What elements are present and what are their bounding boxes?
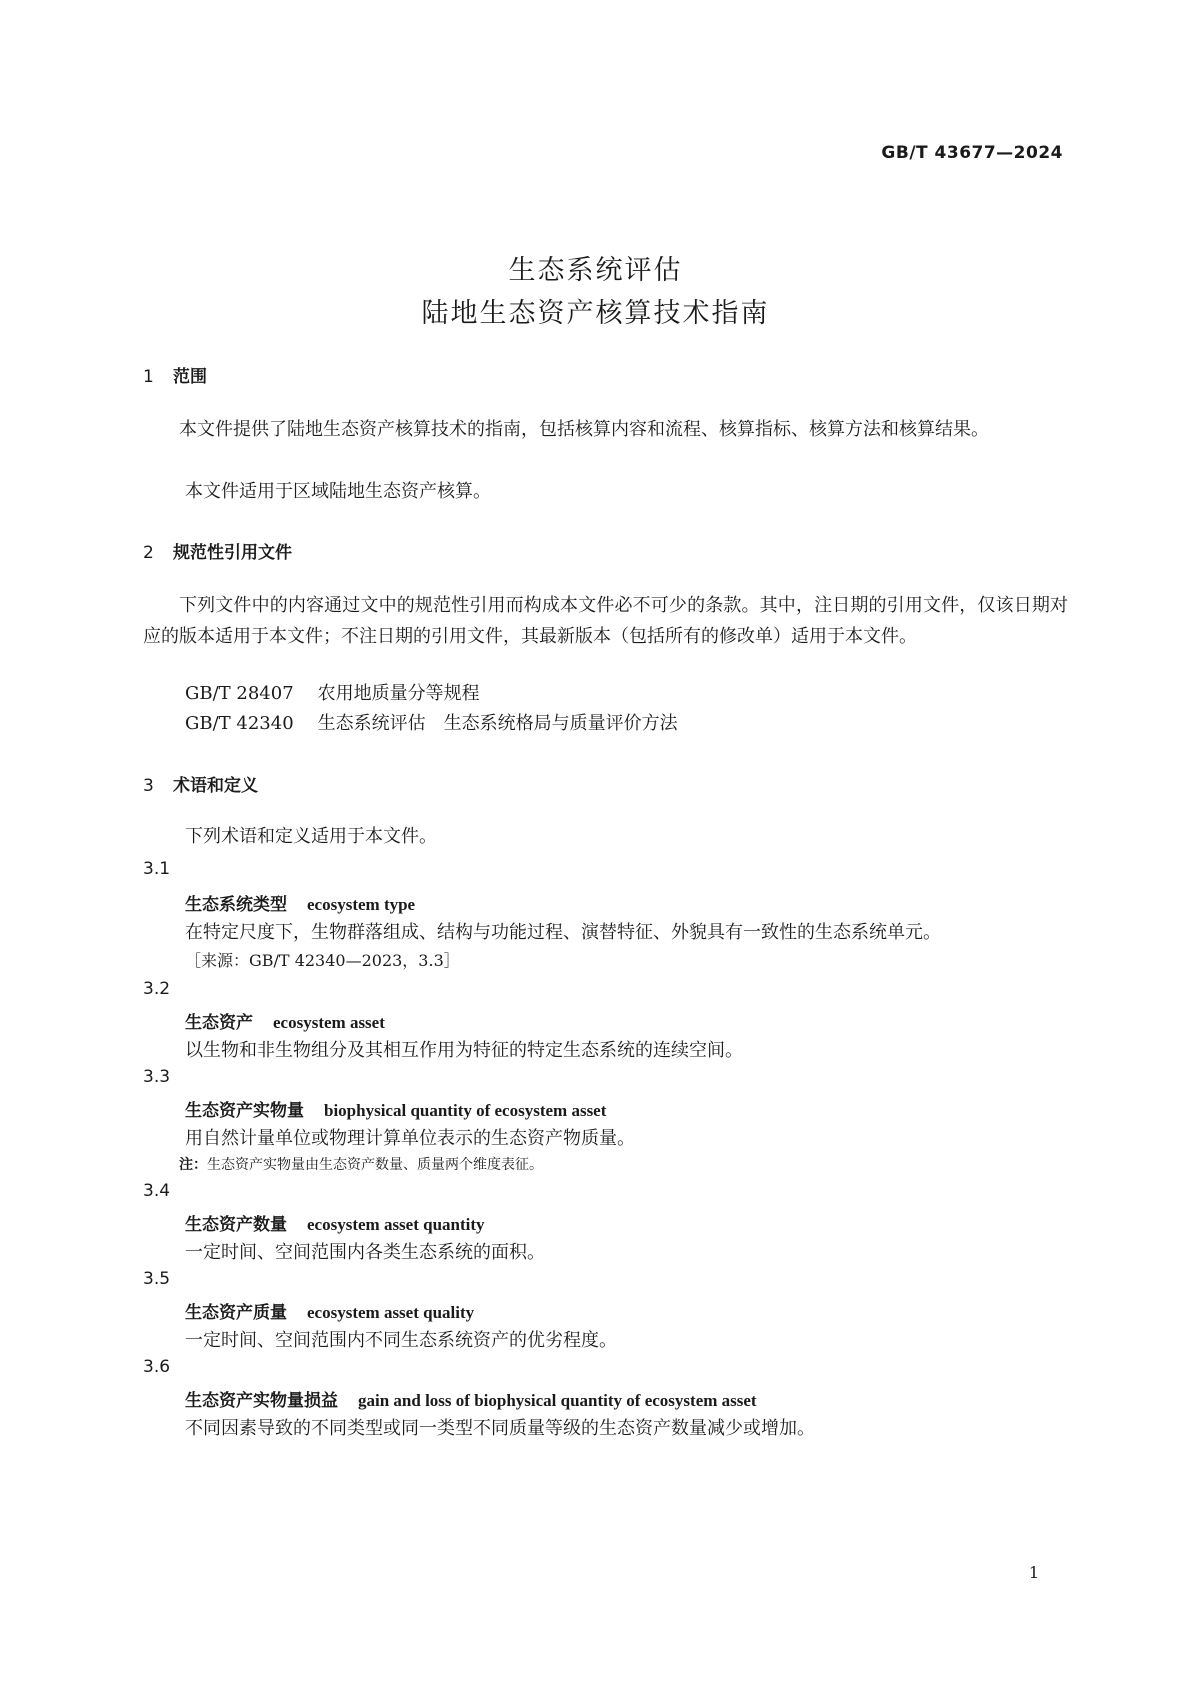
term-number: 3.2 xyxy=(143,979,171,999)
term-number: 3.3 xyxy=(143,1067,171,1087)
note-text: 生态资产实物量由生态资产数量、质量两个维度表征。 xyxy=(207,1157,543,1173)
section-1-paragraph-1: 本文件提供了陆地生态资产核算技术的指南，包括核算内容和流程、核算指标、核算方法和核算结果。 xyxy=(179,419,989,440)
section-number: 1 xyxy=(143,367,154,387)
reference-title: 生态系统评估 生态系统格局与质量评价方法 xyxy=(317,713,678,734)
reference-item xyxy=(185,708,678,739)
term-number: 3.5 xyxy=(143,1269,171,1289)
section-number: 3 xyxy=(143,776,154,796)
term-en: biophysical quantity of ecosystem asset xyxy=(324,1101,607,1120)
term-definition: 用自然计量单位或物理计算单位表示的生态资产物质量。 xyxy=(185,1128,635,1149)
term-title xyxy=(185,890,415,915)
reference-code: GB/T 28407 xyxy=(185,683,294,704)
document-title-line-2: 陆地生态资产核算技术指南 xyxy=(421,298,770,329)
term-en: gain and loss of biophysical quantity of ecosystem asset xyxy=(358,1391,757,1410)
reference-item xyxy=(185,678,480,709)
term-zh: 生态系统类型 xyxy=(185,895,287,915)
term-definition: 在特定尺度下，生物群落组成、结构与功能过程、演替特征、外貌具有一致性的生态系统单元。 xyxy=(185,922,941,943)
term-title xyxy=(185,1008,385,1033)
section-title: 规范性引用文件 xyxy=(173,543,292,563)
term-title xyxy=(185,1386,757,1411)
document-title-line-1: 生态系统评估 xyxy=(508,255,683,286)
term-zh: 生态资产 xyxy=(185,1013,253,1033)
term-number: 3.1 xyxy=(143,859,171,879)
term-title xyxy=(185,1298,474,1323)
section-title: 术语和定义 xyxy=(173,776,258,796)
standard-number: GB/T 43677—2024 xyxy=(881,143,1063,163)
term-definition: 以生物和非生物组分及其相互作用为特征的特定生态系统的连续空间。 xyxy=(185,1040,743,1061)
section-2-heading xyxy=(143,538,292,563)
section-3-intro: 下列术语和定义适用于本文件。 xyxy=(185,826,437,847)
reference-code: GB/T 42340 xyxy=(185,713,294,734)
section-title: 范围 xyxy=(173,367,207,387)
term-title xyxy=(185,1210,485,1235)
reference-title: 农用地质量分等规程 xyxy=(317,683,480,704)
term-zh: 生态资产数量 xyxy=(185,1215,287,1235)
term-number: 3.4 xyxy=(143,1181,171,1201)
page-number: 1 xyxy=(1028,1563,1039,1582)
term-definition: 不同因素导致的不同类型或同一类型不同质量等级的生态资产数量减少或增加。 xyxy=(185,1418,815,1439)
term-en: ecosystem asset quantity xyxy=(307,1215,485,1234)
term-en: ecosystem asset quality xyxy=(307,1303,475,1322)
term-zh: 生态资产实物量损益 xyxy=(185,1391,338,1411)
term-en: ecosystem asset xyxy=(273,1013,385,1032)
section-number: 2 xyxy=(143,543,154,563)
section-3-heading xyxy=(143,771,258,796)
term-definition: 一定时间、空间范围内各类生态系统的面积。 xyxy=(185,1242,545,1263)
section-2-paragraph-1: 下列文件中的内容通过文中的规范性引用而构成本文件必不可少的条款。其中，注日期的引用文件，仅该日期对应的版本适用于本文件；不注日期的引用文件，其最新版本（包括所有的修改单）适用于本文件。 xyxy=(143,595,1068,647)
section-1-paragraph-2: 本文件适用于区域陆地生态资产核算。 xyxy=(185,481,491,502)
term-en: ecosystem type xyxy=(307,895,416,914)
term-definition: 一定时间、空间范围内不同生态系统资产的优劣程度。 xyxy=(185,1330,617,1351)
term-zh: 生态资产实物量 xyxy=(185,1101,304,1121)
note-label: 注： xyxy=(179,1157,207,1173)
section-1-heading xyxy=(143,362,207,387)
term-number: 3.6 xyxy=(143,1357,171,1377)
term-source: ［来源：GB/T 42340—2023，3.3］ xyxy=(185,951,460,970)
term-zh: 生态资产质量 xyxy=(185,1303,287,1323)
term-title xyxy=(185,1096,606,1121)
term-note xyxy=(179,1154,543,1174)
